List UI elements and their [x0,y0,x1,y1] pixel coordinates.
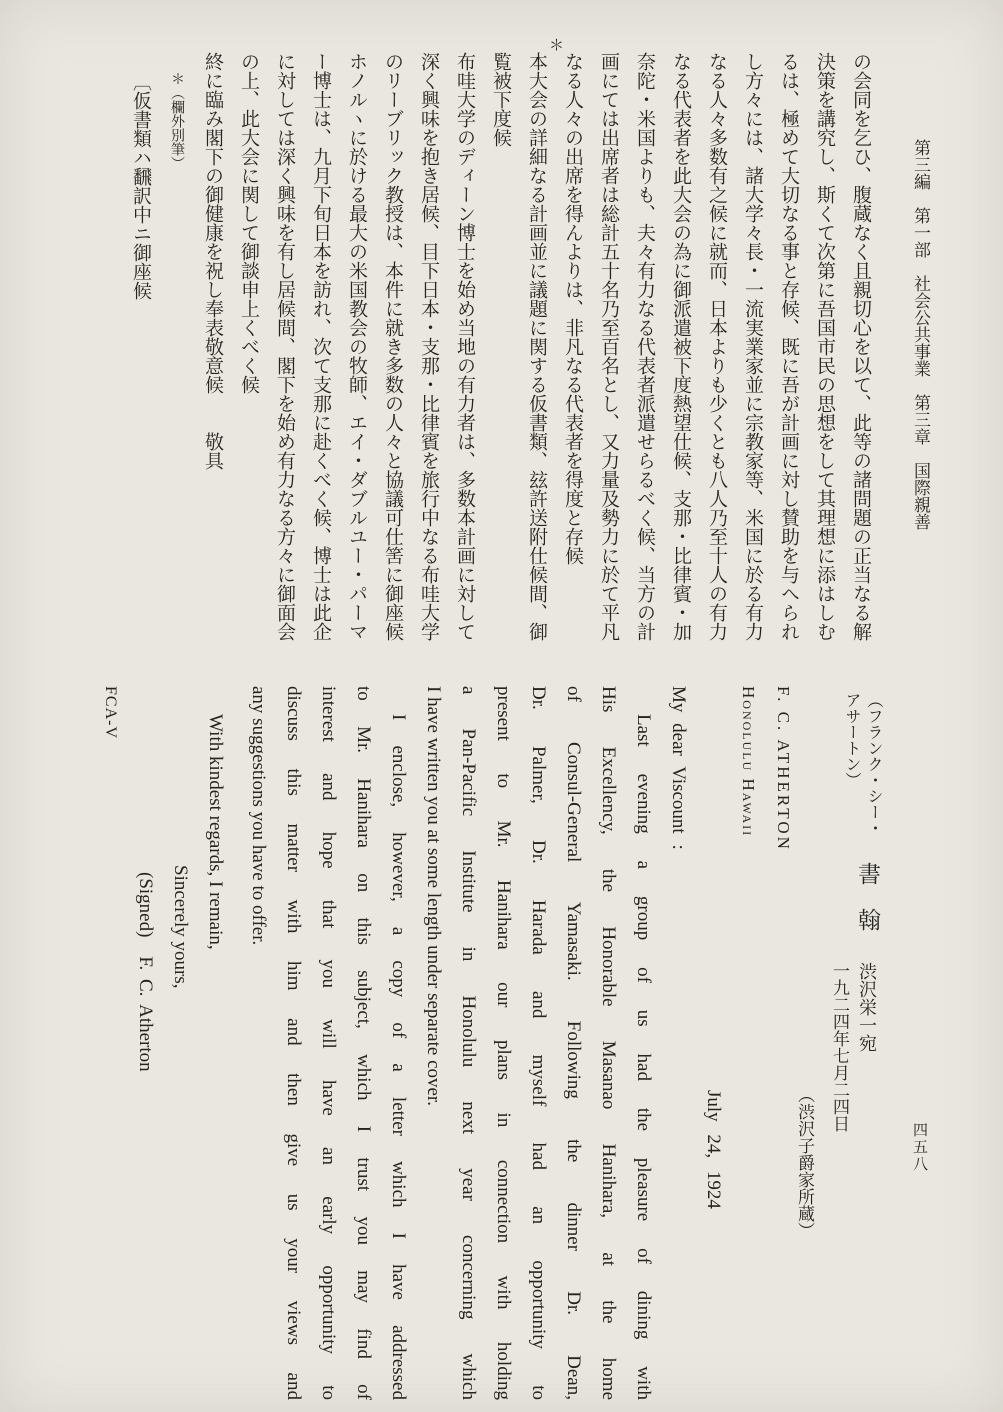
jp-text-column: なる人々多数有之候に就而、日本よりも少くとも八人乃至十人の有力 [706,52,727,641]
letter-addressee-group [826,962,882,1132]
jp-text-column: るは、極めて大切なる事と存候、既に吾が計画に対し賛助を与へられ [778,52,799,641]
letter-author-annotation-line: アサートン） [843,692,860,788]
letter-body-line: His Excellency, the Honorable Masanao Hanihara, at the home [598,686,619,1400]
letter-date-japanese: 一九二四年七月二四日 [830,962,849,1132]
letter-author-annotation [840,692,884,836]
jp-text-column: し方々には、諸大学々長・一流実業家並に宗教家等、米国に於る有力 [742,52,763,641]
letter-body-line: I have written you at some length under separate cover. [423,686,444,1106]
letter-body-line: present to Mr. Hanihara our plans in connection with holding [493,686,514,1400]
jp-text-column: ホノルヽに於ける最大の米国教会の牧師、エイ・ダブルユー・パーマ [346,52,367,641]
margin-asterisk-mark: ＊ [549,38,565,54]
letter-body-line: discuss this matter with him and then give us your views and [283,686,304,1400]
letter-body-line: any suggestions you have to offer. [248,686,269,946]
letter-body-line: a Pan-Pacific Institute in Honolulu next year concerning which [458,686,479,1400]
signature-line: (Signed) F. C. Atherton [135,872,156,1072]
jp-footnote-label: ＊（欄外別筆） [169,72,184,170]
letter-date: July 24, 1924 [703,1090,724,1209]
jp-text-column: なる代表者を此大会の為に御派遣被下度熱望仕候、支那・比律賓・加 [670,52,691,641]
letter-body-line: Dr. Palmer, Dr. Harada and myself had an opportunity to [528,686,549,1400]
running-head: 第三編 第一部 社会公共事業 第三章 国際親善 [911,139,930,530]
letter-body-line: of Consul-General Yamasaki. Following the dinner Dr. Dean, [563,686,584,1400]
jp-text-column: 奈陀・米国よりも、夫々有力なる代表者派遣せらるべく候、当方の計 [634,52,655,641]
salutation: My dear Viscount : [668,686,689,850]
letter-body-line: to Mr. Hanihara on this subject, which I trust you may find of [353,686,374,1400]
jp-text-column: なる人々の出席を得んよりは、非凡なる代表者を得度と存候 [562,52,583,565]
english-letter-block [95,686,801,1400]
closing-line: Sincerely yours, [170,865,191,989]
closing-line: With kindest regards, I remain, [205,714,226,950]
jp-text-column: 決策を講究し、斯くて次第に吾国市民の思想をして其理想に添はしむ [814,52,835,641]
jp-text-column: の会同を乞ひ、腹蔵なく且親切心を以て、此等の諸問題の正当なる解 [850,52,871,641]
sender-name: F. C. ATHERTON [774,686,793,852]
letter-author-annotation-line: （フランク・シー・ [865,692,882,836]
file-reference: FCA-V [102,686,119,740]
letter-doc-type-title: 書 翰 [855,862,880,931]
letter-body-line: interest and hope that you will have an early opportunity to [318,686,339,1400]
jp-footnote-text: 〔仮書類ハ飜訳中ニ御座候 [130,72,151,300]
jp-text-column: のリーブリック教授は、本件に就き多数の人々と協議可仕筈に御座候 [382,52,403,641]
letter-body-line: Last evening a group of us had the pleasure of dining with [633,714,654,1400]
page-number: 四五八 [911,1122,927,1173]
source-attribution: （渋沢子爵家所蔵） [795,1086,814,1239]
jp-text-column: 本大会の詳細なる計画並に議題に関する仮書類、玆許送附仕候間、御 [526,52,547,641]
jp-text-column: ー博士は、九月下旬日本を訪れ、次て支那に赴くべく候、博士は此企 [310,52,331,641]
jp-text-column: 終に臨み閣下の御健康を祝し奉表敬意候 敬具 [202,52,223,470]
jp-text-column: 深く興味を抱き居候、目下日本・支那・比律賓を旅行中なる布哇大学 [418,52,439,641]
letter-addressee: 渋沢栄一宛 [857,962,877,1052]
jp-text-column: 画にては出席者は総計五十名乃至百名とし、又力量及勢力に於て平凡 [598,52,619,641]
sender-location: Honolulu Hawaii [739,686,758,838]
japanese-text-block [112,52,878,646]
jp-text-column: 布哇大学のディーン博士を始め当地の有力者は、多数本計画に対して [454,52,475,641]
jp-text-column: の上、此大会に関して御談申上くべく候 [238,52,259,394]
jp-text-column: 覧被下度候 [490,52,511,147]
letter-body-line: I enclose, however, a copy of a letter which I have addressed [388,714,409,1400]
jp-text-column: に対しては深く興味を有し居候間、閣下を始め有力なる方々に御面会 [274,52,295,641]
